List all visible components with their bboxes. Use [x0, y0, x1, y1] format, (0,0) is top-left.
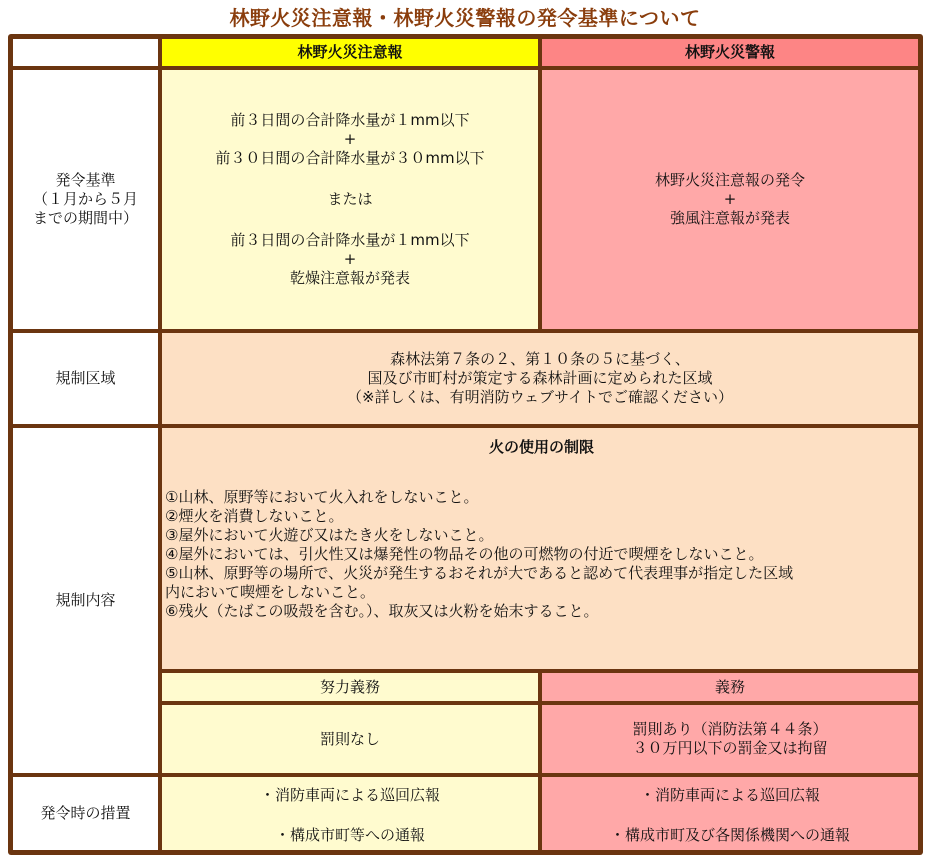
criteria-plus-2: +	[343, 250, 357, 268]
penalty-advisory: 罰則なし	[319, 729, 380, 748]
measures-label-cell	[13, 777, 158, 850]
header-advisory-label: 林野火災注意報	[297, 43, 403, 61]
penalty-advisory-cell	[162, 705, 538, 773]
criteria-a1: 前３日間の合計降水量が１mm以下	[230, 111, 470, 129]
criteria-label: 発令基準	[55, 171, 116, 189]
criteria-w-plus: +	[723, 190, 737, 208]
criteria-warning-cell	[542, 70, 918, 329]
measures-warning-cell	[542, 777, 918, 850]
measures-advisory-item: ・消防車両による巡回広報	[259, 786, 440, 804]
content-item: ⑤山林、原野等の場所で、火災が発生するおそれが大であると認めて代表理事が指定した区域	[165, 564, 794, 582]
criteria-b2: 乾燥注意報が発表	[289, 269, 410, 287]
content-restrictions-cell	[162, 428, 918, 669]
content-item: 内において喫煙をしないこと。	[165, 583, 376, 601]
measures-advisory-item: ・構成市町等への通報	[274, 826, 425, 844]
content-label-cell	[13, 428, 158, 773]
penalty-warning-line-2: ３０万円以下の罰金又は拘留	[632, 739, 828, 757]
content-item: ⑥残火（たばこの吸殻を含む。）、取灰又は火粉を始末すること。	[165, 602, 599, 620]
content-label: 規制内容	[55, 591, 116, 609]
obligation-warning-cell	[542, 673, 918, 701]
criteria-plus-1: +	[343, 130, 357, 148]
criteria-advisory-cell	[162, 70, 538, 329]
content-heading: 火の使用の制限	[488, 438, 594, 456]
obligation-advisory: 努力義務	[319, 677, 380, 696]
area-label-cell	[13, 333, 158, 424]
criteria-label-period-1: （１月から５月	[32, 190, 138, 208]
header-blank-cell	[13, 39, 158, 66]
header-warning-label: 林野火災警報	[684, 43, 775, 61]
page-title: 林野火災注意報・林野火災警報の発令基準について	[229, 6, 701, 30]
area-content-cell	[162, 333, 918, 424]
area-line-3: （※詳しくは、有明消防ウェブサイトでご確認ください）	[347, 388, 733, 406]
obligation-warning: 義務	[714, 677, 745, 696]
criteria-label-period-2: までの期間中）	[32, 209, 138, 227]
criteria-or: または	[327, 190, 373, 208]
measures-advisory-cell	[162, 777, 538, 850]
content-item: ④屋外においては、引火性又は爆発性の物品その他の可燃物の付近で喫煙をしないこと。	[165, 545, 764, 563]
measures-label: 発令時の措置	[40, 804, 131, 822]
header-warning	[542, 39, 918, 66]
penalty-warning-cell	[542, 705, 918, 773]
criteria-w1: 林野火災注意報の発令	[654, 171, 805, 189]
obligation-advisory-cell	[162, 673, 538, 701]
criteria-b1: 前３日間の合計降水量が１mm以下	[230, 231, 470, 249]
area-label: 規制区域	[55, 369, 116, 387]
content-item: ②煙火を消費しないこと。	[165, 507, 344, 525]
content-item: ①山林、原野等において火入れをしないこと。	[165, 488, 479, 506]
area-line-1: 森林法第７条の２、第１０条の５に基づく、	[390, 350, 690, 368]
criteria-label-cell	[13, 70, 158, 329]
criteria-a2: 前３０日間の合計降水量が３０mm以下	[215, 149, 485, 167]
header-advisory	[162, 39, 538, 66]
measures-warning-item: ・構成市町及び各関係機関への通報	[609, 826, 850, 844]
area-line-2: 国及び市町村が策定する森林計画に定められた区域	[367, 369, 713, 387]
content-item: ③屋外において火遊び又はたき火をしないこと。	[165, 526, 494, 544]
measures-warning-item: ・消防車両による巡回広報	[639, 786, 820, 804]
penalty-warning-line-1: 罰則あり（消防法第４４条）	[632, 720, 828, 738]
criteria-w2: 強風注意報が発表	[669, 209, 790, 227]
